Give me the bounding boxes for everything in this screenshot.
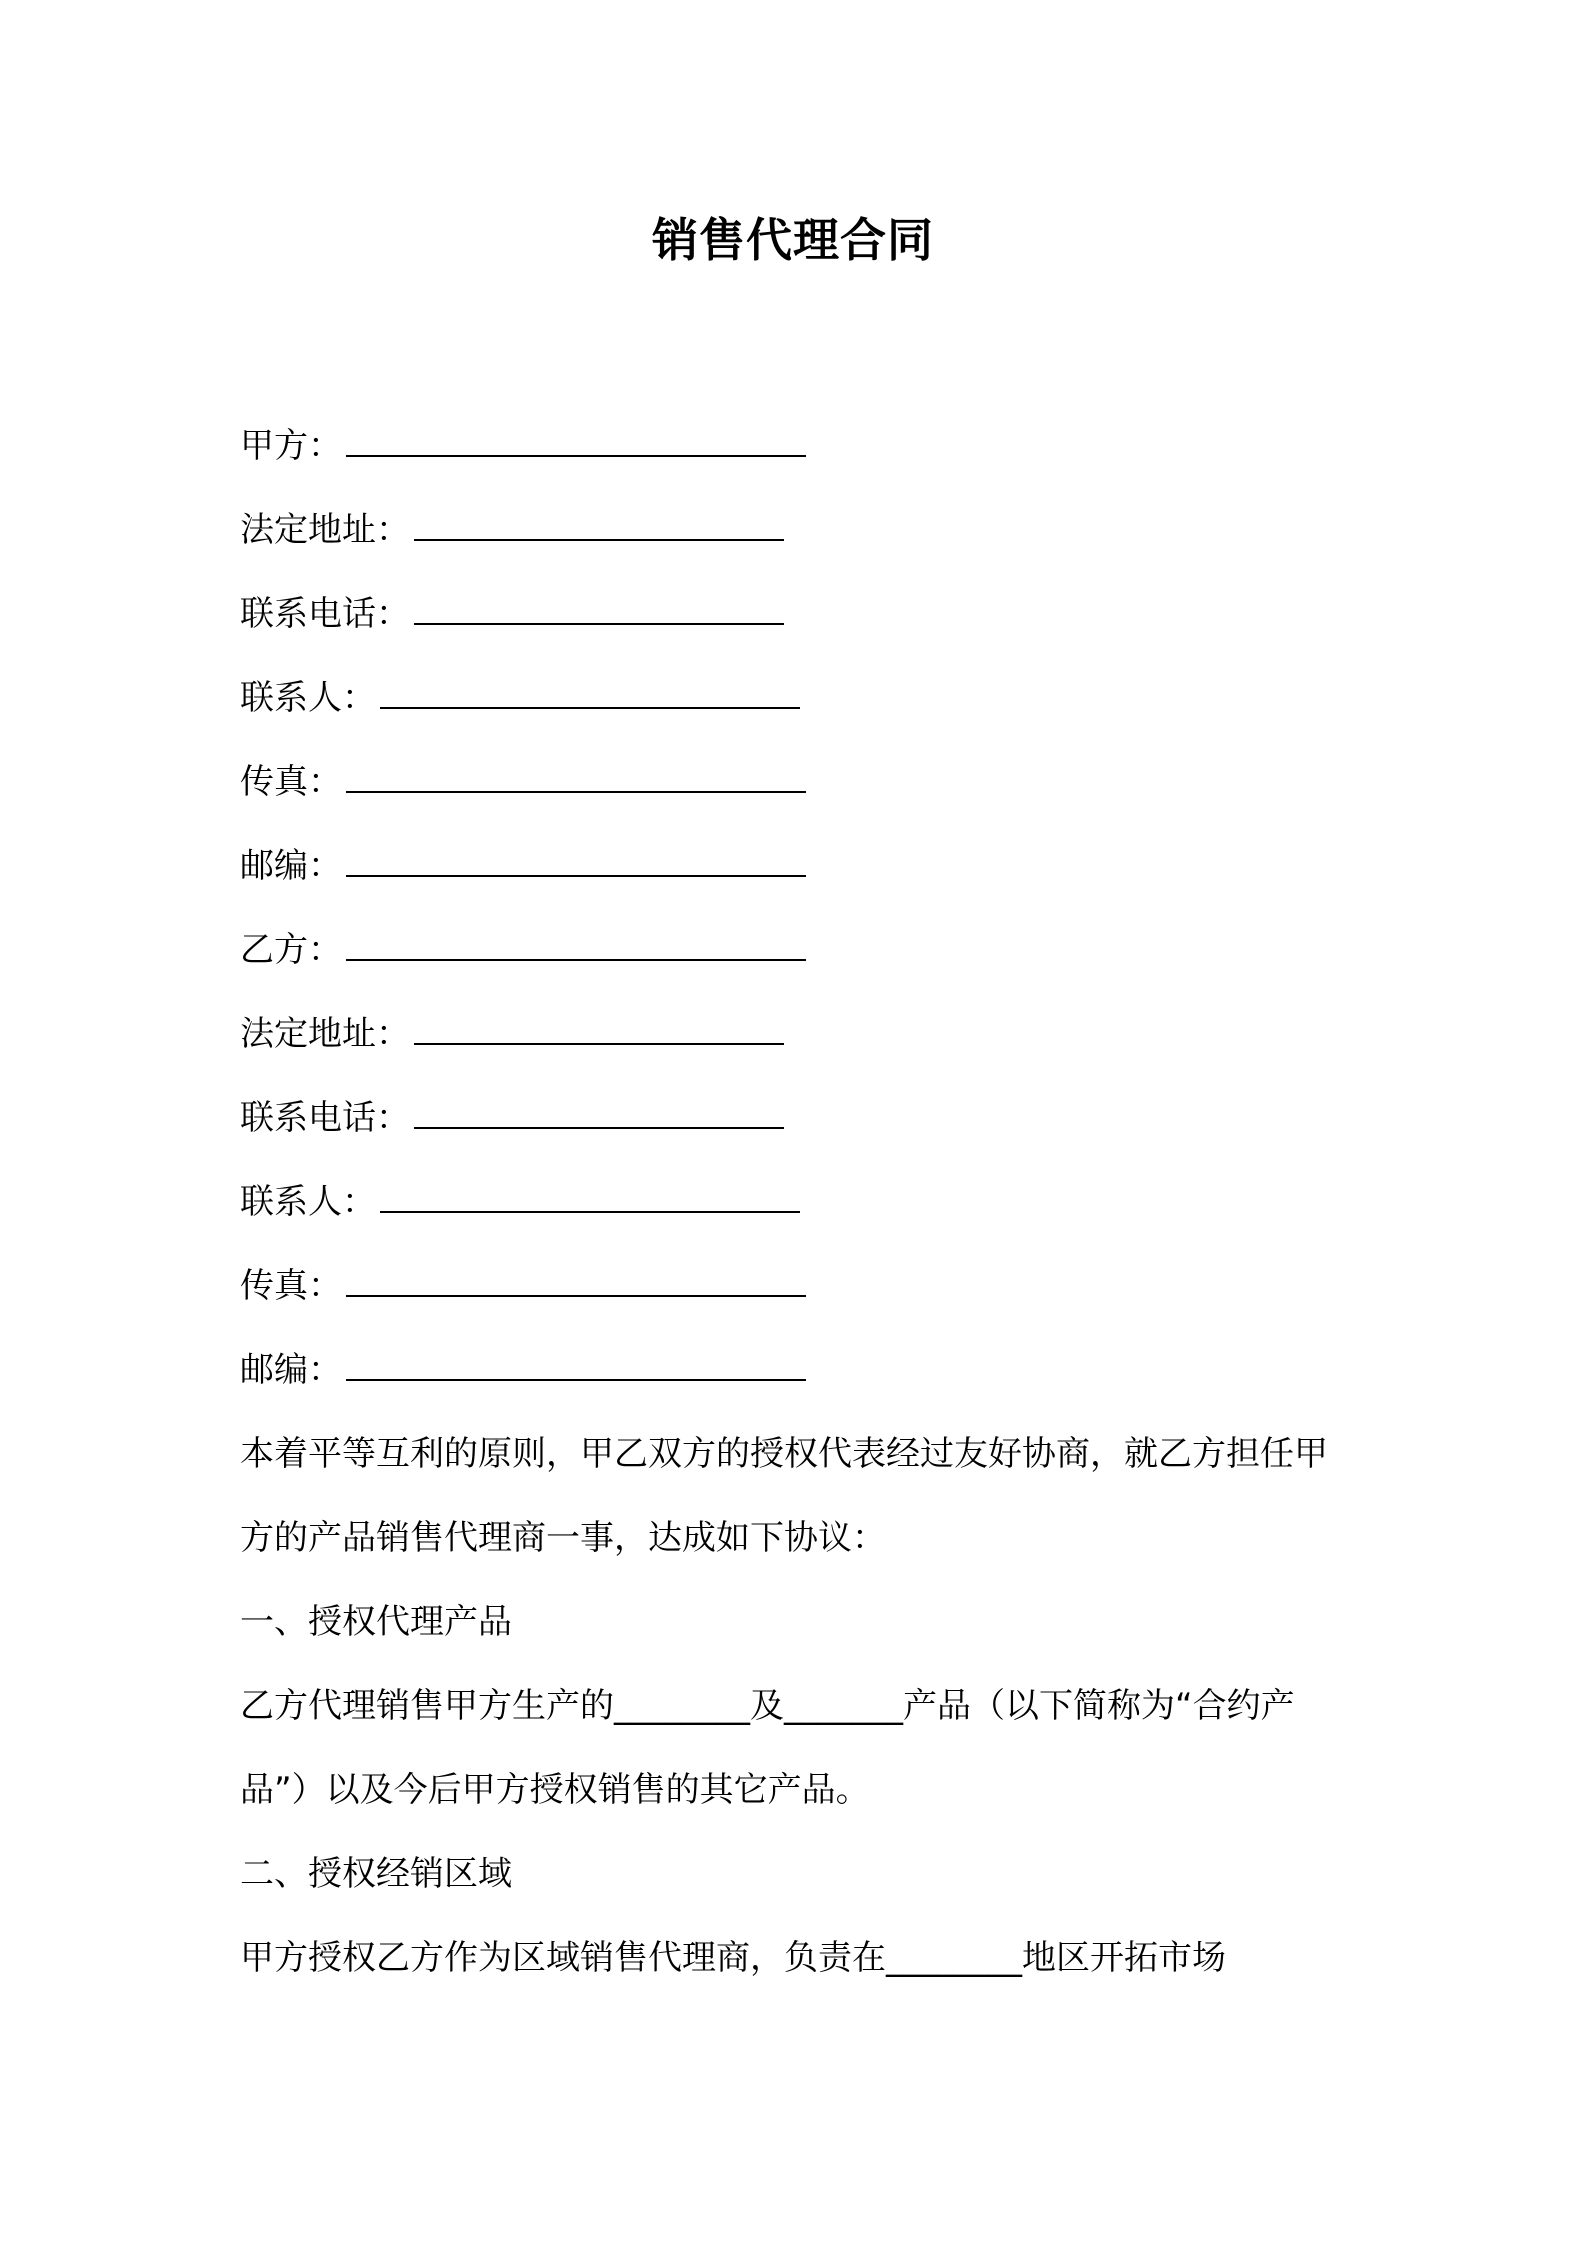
party-a-postcode-label: 邮编： [240, 846, 342, 886]
party-b-fax-blank [346, 1255, 806, 1297]
section1-paragraph: 乙方代理销售甲方生产的________及_______产品（以下简称为“合约产品”）以及今后甲方授权销售的其它产品。 [240, 1686, 1295, 1810]
party-b-phone-line [240, 1076, 1360, 1160]
party-a-fax-line [240, 740, 1360, 824]
party-b-contact-label: 联系人： [240, 1182, 376, 1222]
party-b-postcode-line [240, 1328, 1360, 1412]
party-b-contact-blank [380, 1171, 800, 1213]
party-a-phone-blank [414, 583, 784, 625]
party-b-postcode-label: 邮编： [240, 1350, 342, 1390]
party-a-address-label: 法定地址： [240, 510, 410, 550]
party-a-postcode-line [240, 824, 1360, 908]
party-b-address-label: 法定地址： [240, 1014, 410, 1054]
party-a-label: 甲方： [240, 426, 342, 466]
section2-paragraph: 甲方授权乙方作为区域销售代理商，负责在________地区开拓市场 [240, 1938, 1226, 1978]
section2-heading: 二、授权经销区域 [240, 1854, 512, 1894]
party-a-postcode-blank [346, 835, 806, 877]
party-a-contact-blank [380, 667, 800, 709]
party-a-blank [346, 415, 806, 457]
party-b-fax-label: 传真： [240, 1266, 342, 1306]
party-b-phone-blank [414, 1087, 784, 1129]
party-a-address-blank [414, 499, 784, 541]
party-a-fax-blank [346, 751, 806, 793]
preamble-paragraph: 本着平等互利的原则，甲乙双方的授权代表经过友好协商，就乙方担任甲方的产品销售代理商一事，达成如下协议： [240, 1434, 1328, 1558]
party-a-phone-label: 联系电话： [240, 594, 410, 634]
party-b-phone-label: 联系电话： [240, 1098, 410, 1138]
party-a-phone-line [240, 572, 1360, 656]
party-b-blank [346, 919, 806, 961]
party-b-contact-line [240, 1160, 1360, 1244]
party-b-address-line [240, 992, 1360, 1076]
party-b-postcode-blank [346, 1339, 806, 1381]
party-a-contact-label: 联系人： [240, 678, 376, 718]
party-a-line [240, 404, 1360, 488]
party-b-line [240, 908, 1360, 992]
section1-heading: 一、授权代理产品 [240, 1602, 512, 1642]
party-b-address-blank [414, 1003, 784, 1045]
document-body [240, 404, 1360, 2000]
party-b-label: 乙方： [240, 930, 342, 970]
party-a-contact-line [240, 656, 1360, 740]
party-a-fax-label: 传真： [240, 762, 342, 802]
party-a-address-line [240, 488, 1360, 572]
party-b-fax-line [240, 1244, 1360, 1328]
document-title: 销售代理合同 [652, 213, 934, 267]
